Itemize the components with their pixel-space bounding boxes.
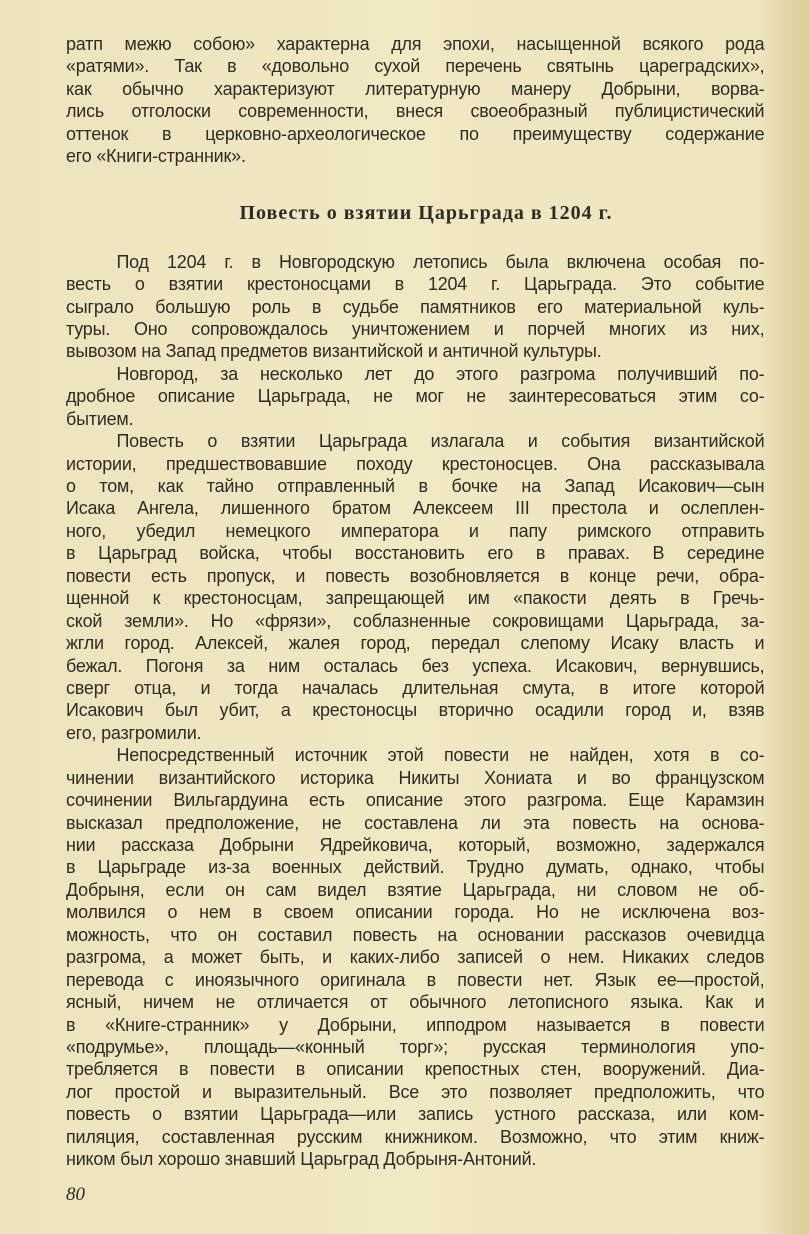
- text-line: Повесть о взятии Царьграда излагала и события византийской: [116, 430, 765, 452]
- intro-paragraph: [66, 33, 786, 168]
- text-line: бежал. Погоня за ним осталась без успеха. Исакович, вернувшись,: [66, 654, 765, 676]
- text-line: Непосредственный источник этой повести не найден, хотя в со-: [116, 744, 765, 766]
- text-line: ясный, ничем не отличается от обычного летописного языка. Как и: [66, 991, 765, 1013]
- text-line: перевода с иноязычного оригинала в повести нет. Язык ее—простой,: [66, 968, 765, 990]
- text-line: истории, предшествовавшие походу крестоносцев. Она рассказывала: [66, 452, 765, 474]
- text-line: туры. Оно сопровождалось уничтожением и порчей многих из них,: [66, 317, 765, 339]
- text-line: как обычно характеризуют литературную манеру Добрыни, ворва-: [66, 77, 765, 99]
- text-line: повесть о взятии Царьграда—или запись устного рассказа, или ком-: [66, 1103, 765, 1125]
- text-line: в Царьграде из-за военных действий. Трудно думать, однако, чтобы: [66, 856, 765, 878]
- text-line: ратп межю собою» характерна для эпохи, насыщенной всякого рода: [66, 33, 765, 54]
- text-line: чинении византийского историка Никиты Хониата и во французском: [66, 766, 765, 788]
- text-line: ного, убедил немецкого императора и папу римского отправить: [66, 519, 765, 541]
- text-line: в «Книге-странник» у Добрыни, ипподром называется в повести: [66, 1013, 765, 1035]
- section-body: [66, 251, 786, 1171]
- section-heading: Повесть о взятии Царьграда в 1204 г.: [239, 201, 613, 224]
- text-line: оттенок в церковно-археологическое по преимуществу содержание: [66, 122, 765, 144]
- text-line: Новгород, за несколько лет до этого разгрома получивший по-: [116, 362, 765, 384]
- text-line: «ратями». Так в «довольно сухой перечень святынь цареградских»,: [66, 55, 765, 77]
- text-line: можность, что он составил повесть на основании рассказов очевидца: [66, 923, 765, 945]
- text-line: высказал предположение, не составлена ли эта повесть на основа-: [66, 811, 765, 833]
- text-line: сверг отца, и тогда началась длительная смута, в итоге которой: [66, 676, 765, 698]
- text-line: разгрома, а может быть, и каких-либо записей о нем. Никаких следов: [66, 946, 765, 968]
- text-line: пиляция, составленная русским книжником. Возможно, что этим книж-: [66, 1125, 765, 1147]
- text-line: ской земли». Но «фрязи», соблазненные сокровищами Царьграда, за-: [66, 609, 765, 631]
- text-line: «подрумье», площадь—«конный торг»; русская терминология упо-: [66, 1035, 765, 1057]
- text-line: требляется в повести в описании крепостных стен, вооружений. Диа-: [66, 1058, 765, 1080]
- text-line: повести есть пропуск, и повесть возобновляется в конце речи, обра-: [66, 564, 765, 586]
- paragraph: [66, 744, 786, 1170]
- text-line: о том, как тайно отправленный в бочке на Запад Исакович—сын: [66, 475, 765, 496]
- text-line: Под 1204 г. в Новгородскую летопись была включена особая по-: [116, 250, 765, 272]
- text-line: щенной к крестоносцам, запрещающей им «пакости деять в Гречь-: [66, 587, 765, 609]
- text-line: Исакович был убит, а крестоносцы вторично осадили город и, взяв: [66, 699, 765, 721]
- paragraph: [66, 251, 786, 363]
- text-line: жгли город. Алексей, жалея город, передал слепому Исаку власть и: [66, 632, 765, 654]
- page-body: [66, 33, 786, 1171]
- paragraph: [66, 363, 786, 430]
- text-line: дробное описание Царьграда, не мог не заинтересоваться этим со-: [66, 385, 765, 407]
- text-line: нии рассказа Добрыни Ядрейковича, который, возможно, задержался: [66, 834, 765, 855]
- text-line: Добрыня, если он сам видел взятие Царьграда, ни словом не об-: [66, 878, 765, 900]
- text-line: вывозом на Запад предметов византийской и античной культуры.: [66, 340, 602, 362]
- text-line: сочинении Вильгардуина есть описание этого разгрома. Еще Карамзин: [66, 789, 765, 811]
- text-line: сыграло большую роль в судьбе памятников его материальной куль-: [66, 295, 765, 317]
- text-line: весть о взятии крестоносцами в 1204 г. Царьграда. Это событие: [66, 273, 765, 295]
- text-line: Исака Ангела, лишенного братом Алексеем III престола и ослеплен-: [66, 497, 765, 519]
- text-line: бытием.: [66, 407, 134, 429]
- text-line: его «Книги-странник».: [66, 145, 246, 167]
- text-line: его, разгромили.: [66, 721, 202, 743]
- text-line: в Царьград войска, чтобы восстановить его в правах. В середине: [66, 542, 765, 564]
- text-line: молвился о нем в своем описании города. Но не исключена воз-: [66, 901, 765, 923]
- page-number: 80: [66, 1184, 85, 1205]
- text-line: лог простой и выразительный. Все это позволяет предположить, что: [66, 1080, 765, 1102]
- text-line: ником был хорошо знавший Царьград Добрыня-Антоний.: [66, 1148, 537, 1170]
- text-line: лись отголоски современности, внеся своеобразный публицистический: [66, 100, 765, 122]
- paragraph: [66, 430, 786, 744]
